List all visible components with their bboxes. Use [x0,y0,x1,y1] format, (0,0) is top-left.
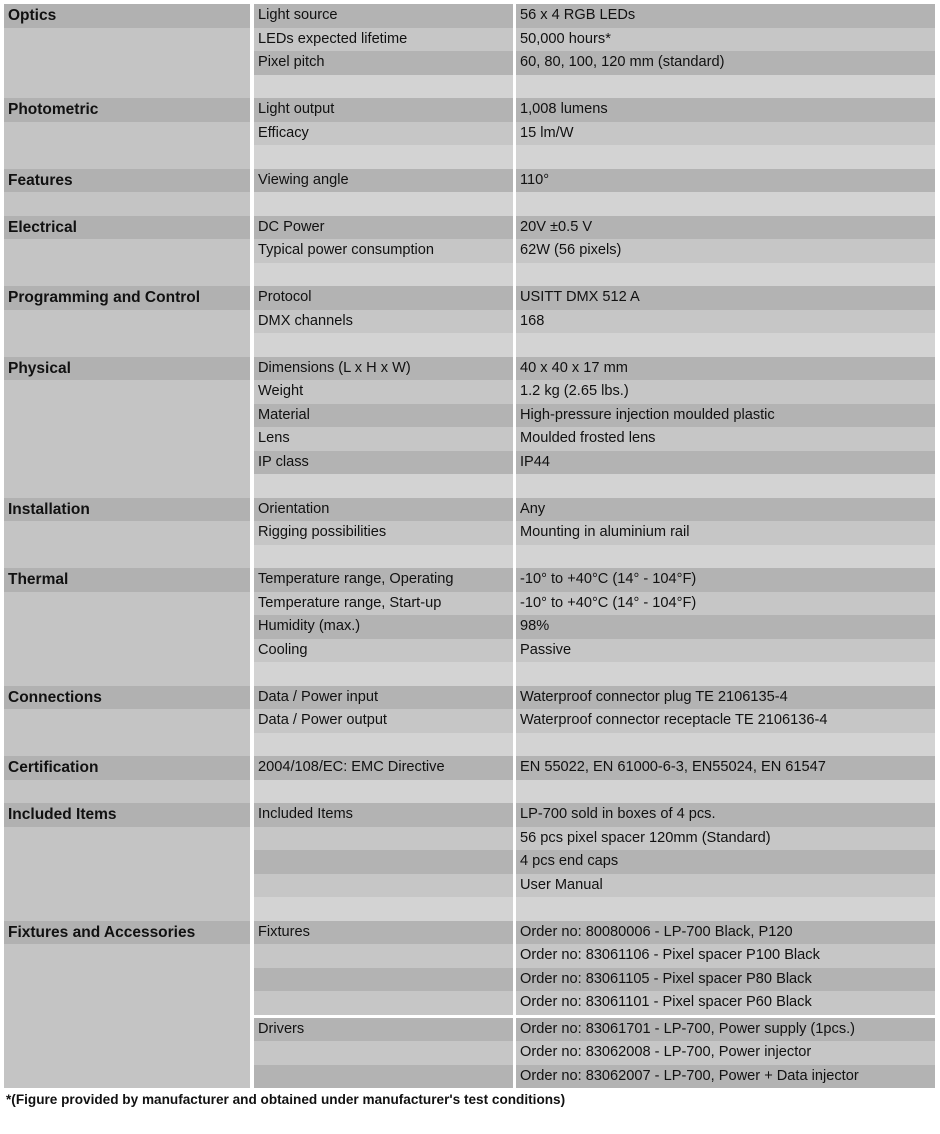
spec-row [254,98,935,122]
spec-value: Passive [513,639,935,663]
spec-value: Order no: 83061701 - LP-700, Power supply (1pcs.) [513,1018,935,1042]
spec-value: 56 x 4 RGB LEDs [513,4,935,28]
spec-value: 50,000 hours* [513,28,935,52]
spec-row [254,568,935,592]
spacer-row [254,474,935,498]
spec-key: Temperature range, Start-up [254,592,513,616]
spec-section-rows [254,216,935,287]
spec-key: DC Power [254,216,513,240]
spec-value: Order no: 83061101 - Pixel spacer P60 Black [513,991,935,1015]
spacer-row [254,75,935,99]
spacer-cell [254,263,513,287]
spacer-row [254,192,935,216]
spec-block [254,98,935,145]
spec-key: LEDs expected lifetime [254,28,513,52]
spec-row [254,1018,935,1042]
spec-row [254,451,935,475]
spec-value: Waterproof connector receptacle TE 2106136-4 [513,709,935,733]
spacer-cell [513,145,935,169]
spacer-cell [254,333,513,357]
spec-section [4,921,935,1089]
section-title: Optics [4,4,250,28]
spacer-row [254,333,935,357]
spec-value: High-pressure injection moulded plastic [513,404,935,428]
spec-value: -10° to +40°C (14° - 104°F) [513,568,935,592]
spec-key: Humidity (max.) [254,615,513,639]
spec-key: Temperature range, Operating [254,568,513,592]
spacer-cell [513,192,935,216]
section-title: Physical [4,357,250,381]
spec-value: 1,008 lumens [513,98,935,122]
section-label-cell [4,216,250,287]
spec-section-rows [254,286,935,357]
spacer-row [254,662,935,686]
spec-key: Included Items [254,803,513,827]
spec-value: Waterproof connector plug TE 2106135-4 [513,686,935,710]
spec-row [254,827,935,851]
spec-value: USITT DMX 512 A [513,286,935,310]
spec-value: 20V ±0.5 V [513,216,935,240]
spec-section [4,169,935,216]
section-label-cell [4,756,250,803]
spec-key [254,1041,513,1065]
spacer-cell [513,333,935,357]
spec-block [254,756,935,780]
spec-key [254,827,513,851]
spec-key [254,944,513,968]
section-title: Programming and Control [4,286,250,310]
spacer-row [254,780,935,804]
spec-row [254,921,935,945]
spec-value: Order no: 83062008 - LP-700, Power injector [513,1041,935,1065]
spec-value: -10° to +40°C (14° - 104°F) [513,592,935,616]
spec-row [254,639,935,663]
section-title: Certification [4,756,250,780]
spec-value: Order no: 80080006 - LP-700 Black, P120 [513,921,935,945]
spacer-cell [513,662,935,686]
spec-key: Efficacy [254,122,513,146]
spacer-row [254,545,935,569]
section-label-cell [4,498,250,569]
spec-row [254,357,935,381]
footnote: *(Figure provided by manufacturer and obtained under manufacturer's test conditions) [6,1092,566,1107]
spec-key: IP class [254,451,513,475]
spec-value: Moulded frosted lens [513,427,935,451]
spec-row [254,968,935,992]
spec-key: Light output [254,98,513,122]
spec-block [254,4,935,75]
spec-section-rows [254,98,935,169]
spec-row [254,51,935,75]
section-title: Electrical [4,216,250,240]
spec-section-rows [254,4,935,98]
spec-key [254,850,513,874]
spec-section-rows [254,756,935,803]
spec-row [254,1041,935,1065]
spec-value: User Manual [513,874,935,898]
spacer-cell [254,780,513,804]
spec-value: 60, 80, 100, 120 mm (standard) [513,51,935,75]
spec-section [4,756,935,803]
section-title: Photometric [4,98,250,122]
spec-block [254,216,935,263]
spacer-row [254,897,935,921]
spacer-cell [513,75,935,99]
spec-value: 62W (56 pixels) [513,239,935,263]
spec-row [254,216,935,240]
spec-section [4,686,935,757]
section-title: Installation [4,498,250,522]
spec-row [254,991,935,1015]
spec-row [254,1065,935,1089]
spec-row [254,615,935,639]
spec-value: 110° [513,169,935,193]
spec-row [254,427,935,451]
spacer-cell [254,75,513,99]
section-title: Features [4,169,250,193]
spec-value: 4 pcs end caps [513,850,935,874]
spec-block [254,169,935,193]
spec-block [254,686,935,733]
spec-value: LP-700 sold in boxes of 4 pcs. [513,803,935,827]
spec-row [254,404,935,428]
spec-key: Data / Power output [254,709,513,733]
section-label-cell [4,98,250,169]
spec-key: Fixtures [254,921,513,945]
spec-section-rows [254,357,935,498]
spec-row [254,874,935,898]
spacer-cell [254,192,513,216]
spec-key: Orientation [254,498,513,522]
spacer-row [254,263,935,287]
spec-value: 15 lm/W [513,122,935,146]
spacer-cell [254,662,513,686]
spec-key: Data / Power input [254,686,513,710]
spec-block [254,1018,935,1089]
spacer-cell [513,780,935,804]
spec-value: Any [513,498,935,522]
spec-key: Viewing angle [254,169,513,193]
spec-row [254,28,935,52]
section-label-cell [4,4,250,98]
spacer-cell [254,897,513,921]
spacer-cell [513,545,935,569]
spacer-cell [513,263,935,287]
spec-value: Order no: 83062007 - LP-700, Power + Data injector [513,1065,935,1089]
spec-row [254,286,935,310]
section-label-cell [4,921,250,1089]
spec-sheet-table [4,4,935,1088]
spec-section [4,357,935,498]
spec-section-rows [254,803,935,921]
section-label-cell [4,357,250,498]
spec-key: Protocol [254,286,513,310]
spec-key: Drivers [254,1018,513,1042]
spec-row [254,592,935,616]
section-title: Connections [4,686,250,710]
spec-value: Order no: 83061106 - Pixel spacer P100 Black [513,944,935,968]
spec-row [254,239,935,263]
spec-value: 1.2 kg (2.65 lbs.) [513,380,935,404]
spec-key: Material [254,404,513,428]
spec-key: Pixel pitch [254,51,513,75]
spec-section [4,498,935,569]
spacer-cell [513,474,935,498]
spacer-cell [254,145,513,169]
spacer-row [254,733,935,757]
spec-key: Typical power consumption [254,239,513,263]
spec-row [254,498,935,522]
spec-block [254,921,935,1015]
spec-block [254,803,935,897]
spec-section-rows [254,921,935,1089]
spec-key: Lens [254,427,513,451]
spec-key: 2004/108/EC: EMC Directive [254,756,513,780]
spec-block [254,568,935,662]
spec-key: Rigging possibilities [254,521,513,545]
spec-block [254,286,935,333]
spec-key [254,991,513,1015]
section-title: Fixtures and Accessories [4,921,250,945]
spacer-cell [254,733,513,757]
spec-value: 56 pcs pixel spacer 120mm (Standard) [513,827,935,851]
spec-row [254,4,935,28]
spec-key: Light source [254,4,513,28]
section-label-cell [4,169,250,216]
spacer-cell [254,474,513,498]
spec-section [4,568,935,686]
spec-row [254,944,935,968]
spec-key: Cooling [254,639,513,663]
spec-value: EN 55022, EN 61000-6-3, EN55024, EN 61547 [513,756,935,780]
spec-row [254,310,935,334]
spec-row [254,169,935,193]
spec-key: Dimensions (L x H x W) [254,357,513,381]
spacer-row [254,145,935,169]
spec-value: 40 x 40 x 17 mm [513,357,935,381]
spec-section-rows [254,568,935,686]
spec-value: Mounting in aluminium rail [513,521,935,545]
spec-section [4,286,935,357]
spec-row [254,122,935,146]
spec-value: IP44 [513,451,935,475]
spec-row [254,686,935,710]
section-title: Included Items [4,803,250,827]
spec-section-rows [254,686,935,757]
section-title: Thermal [4,568,250,592]
spec-key [254,1065,513,1089]
spec-block [254,357,935,475]
spec-value: Order no: 83061105 - Pixel spacer P80 Black [513,968,935,992]
spec-row [254,380,935,404]
spec-key [254,968,513,992]
spec-key: Weight [254,380,513,404]
spec-section [4,98,935,169]
spec-section-rows [254,498,935,569]
spec-section [4,216,935,287]
section-label-cell [4,803,250,921]
section-label-cell [4,568,250,686]
spec-row [254,803,935,827]
spec-section-rows [254,169,935,216]
spacer-cell [254,545,513,569]
spec-row [254,756,935,780]
spec-value: 98% [513,615,935,639]
section-label-cell [4,686,250,757]
spec-row [254,850,935,874]
spec-section [4,4,935,98]
spacer-cell [513,897,935,921]
section-label-cell [4,286,250,357]
spec-section [4,803,935,921]
spec-row [254,709,935,733]
spec-block [254,498,935,545]
spec-value: 168 [513,310,935,334]
spec-key: DMX channels [254,310,513,334]
spacer-cell [513,733,935,757]
spec-row [254,521,935,545]
spec-key [254,874,513,898]
